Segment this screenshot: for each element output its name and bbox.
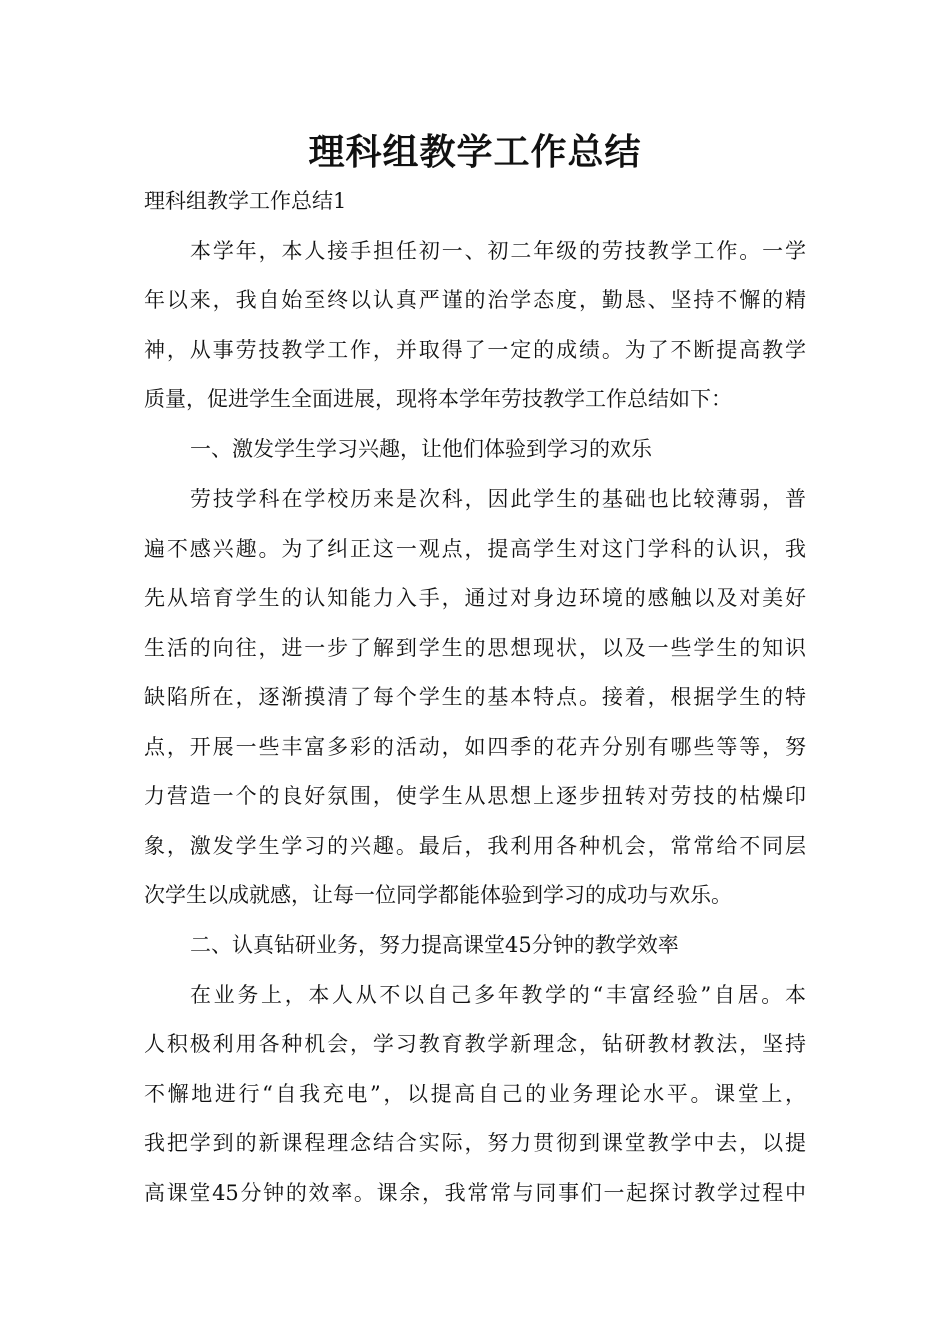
- body-line: 在业务上，本人从不以自己多年教学的“丰富经验”自居。本: [190, 983, 806, 1007]
- body-line: 不懈地进行“自我充电”，以提高自己的业务理论水平。课堂上，: [144, 1082, 806, 1106]
- body-line: 遍不感兴趣。为了纠正这一观点，提高学生对这门学科的认识，我: [144, 537, 806, 561]
- body-line: 本学年，本人接手担任初一、初二年级的劳技教学工作。一学: [190, 239, 806, 263]
- body-line: 高课堂45分钟的效率。课余，我常常与同事们一起探讨教学过程中: [144, 1181, 806, 1205]
- body-line: 力营造一个的良好氛围，使学生从思想上逐步扭转对劳技的枯燥印: [144, 784, 806, 808]
- body-line: 象，激发学生学习的兴趣。最后，我利用各种机会，常常给不同层: [144, 834, 806, 858]
- section-heading: 二、认真钻研业务，努力提高课堂45分钟的教学效率: [190, 933, 679, 957]
- body-line: 先从培育学生的认知能力入手，通过对身边环境的感触以及对美好: [144, 586, 806, 610]
- body-line: 质量，促进学生全面进展，现将本学年劳技教学工作总结如下：: [144, 387, 732, 411]
- body-line: 神，从事劳技教学工作，并取得了一定的成绩。为了不断提高教学: [144, 338, 806, 362]
- body-line: 我把学到的新课程理念结合实际，努力贯彻到课堂教学中去，以提: [144, 1131, 806, 1155]
- body-line: 年以来，我自始至终以认真严谨的治学态度，勤恳、坚持不懈的精: [144, 288, 806, 312]
- section-subtitle: 理科组教学工作总结1: [144, 189, 347, 213]
- page-title: 理科组教学工作总结: [308, 131, 642, 173]
- body-line: 点，开展一些丰富多彩的活动，如四季的花卉分别有哪些等等，努: [144, 735, 806, 759]
- body-line: 生活的向往，进一步了解到学生的思想现状，以及一些学生的知识: [144, 636, 806, 660]
- section-heading: 一、激发学生学习兴趣，让他们体验到学习的欢乐: [190, 437, 652, 461]
- body-line: 劳技学科在学校历来是次科，因此学生的基础也比较薄弱，普: [190, 487, 806, 511]
- body-line: 次学生以成就感，让每一位同学都能体验到学习的成功与欢乐。: [144, 883, 732, 907]
- body-line: 缺陷所在，逐渐摸清了每个学生的基本特点。接着，根据学生的特: [144, 685, 806, 709]
- body-line: 人积极利用各种机会，学习教育教学新理念，钻研教材教法，坚持: [144, 1032, 806, 1056]
